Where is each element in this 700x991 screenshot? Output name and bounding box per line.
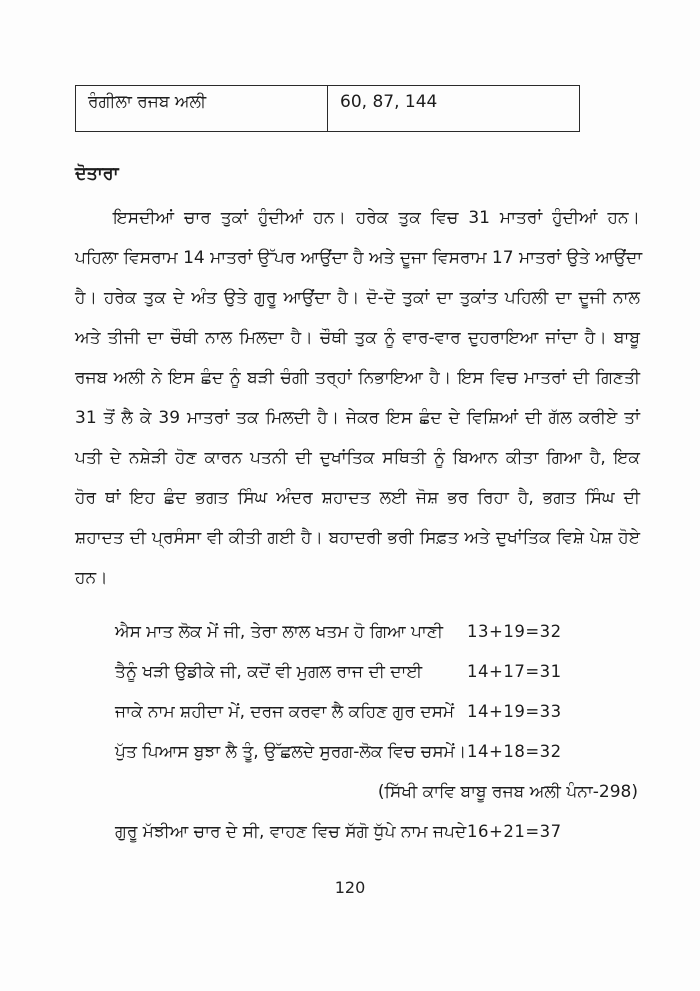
paragraph-line: ਅਤੇ ਤੀਜੀ ਦਾ ਚੌਥੀ ਨਾਲ ਮਿਲਦਾ ਹੈ। ਚੌਥੀ ਤੁਕ ਨੂੰ ਵਾਰ-ਵਾਰ ਦੁਹਰਾਇਆ ਜਾਂਦਾ ਹੈ। ਬਾਬੂ bbox=[75, 328, 640, 348]
paragraph-line: ਹੋਰ ਥਾਂ ਇਹ ਛੰਦ ਭਗਤ ਸਿੰਘ ਅੰਦਰ ਸ਼ਹਾਦਤ ਲਈ ਜੋਸ਼ ਭਰ ਰਿਹਾ ਹੈ, ਭਗਤ ਸਿੰਘ ਦੀ bbox=[75, 488, 640, 508]
body-paragraph bbox=[75, 198, 643, 598]
verse-line bbox=[75, 612, 640, 652]
paragraph-line: ਪਹਿਲਾ ਵਿਸਰਾਮ 14 ਮਾਤਰਾਂ ਉੱਪਰ ਆਉਂਦਾ ਹੈ ਅਤੇ ਦੂਜਾ ਵਿਸਰਾਮ 17 ਮਾਤਰਾਂ ਉਤੇ ਆਉਂਦਾ bbox=[75, 248, 643, 268]
matra-count: 14+19=33 bbox=[467, 702, 562, 721]
verse-line bbox=[75, 732, 640, 772]
verse-text: ਐਸ ਮਾਤ ਲੋਕ ਮੇਂ ਜੀ, ਤੇਰਾ ਲਾਲ ਖਤਮ ਹੋ ਗਿਆ ਪਾਣੀ bbox=[115, 622, 443, 642]
paragraph-line: ਇਸਦੀਆਂ ਚਾਰ ਤੁਕਾਂ ਹੁੰਦੀਆਂ ਹਨ। ਹਰੇਕ ਤੁਕ ਵਿਚ 31 ਮਾਤਰਾਂ ਹੁੰਦੀਆਂ ਹਨ। bbox=[113, 208, 640, 228]
matra-count: 16+21=37 bbox=[467, 822, 562, 841]
verse-block bbox=[75, 612, 640, 852]
source-citation: (ਸਿੱਖੀ ਕਾਵਿ ਬਾਬੂ ਰਜਬ ਅਲੀ ਪੰਨਾ-298) bbox=[377, 782, 638, 802]
page-number: 120 bbox=[334, 878, 366, 897]
table-row bbox=[76, 86, 580, 132]
table-cell-title: ਰੰਗੀਲਾ ਰਜਬ ਅਲੀ bbox=[76, 86, 328, 132]
verse-text: ਜਾਕੇ ਨਾਮ ਸ਼ਹੀਦਾ ਮੇਂ, ਦਰਜ ਕਰਵਾ ਲੈ ਕਹਿਣ ਗੁਰ ਦਸਮੇਂ bbox=[115, 702, 455, 722]
table-cell-pages: 60, 87, 144 bbox=[328, 86, 580, 132]
verse-line bbox=[75, 692, 640, 732]
verse-line bbox=[75, 812, 640, 852]
verse-text: ਤੈਨੂੰ ਖੜੀ ਉਡੀਕੇ ਜੀ, ਕਦੋਂ ਵੀ ਮੁਗਲ ਰਾਜ ਦੀ ਦਾਈ bbox=[115, 662, 423, 682]
matra-count: 14+17=31 bbox=[467, 662, 562, 681]
verse-line bbox=[75, 652, 640, 692]
paragraph-line: ਪਤੀ ਦੇ ਨਸ਼ੇੜੀ ਹੋਣ ਕਾਰਨ ਪਤਨੀ ਦੀ ਦੁਖਾਂਤਿਕ ਸਥਿਤੀ ਨੂੰ ਬਿਆਨ ਕੀਤਾ ਗਿਆ ਹੈ, ਇਕ bbox=[75, 448, 640, 468]
matra-count: 14+18=32 bbox=[467, 742, 562, 761]
paragraph-line: ਰਜਬ ਅਲੀ ਨੇ ਇਸ ਛੰਦ ਨੂੰ ਬੜੀ ਚੰਗੀ ਤਰ੍ਹਾਂ ਨਿਭਾਇਆ ਹੈ। ਇਸ ਵਿਚ ਮਾਤਰਾਂ ਦੀ ਗਿਣਤੀ bbox=[75, 368, 640, 388]
verse-text: ਪੁੱਤ ਪਿਆਸ ਬੁਝਾ ਲੈ ਤੂੰ, ਉੱਛਲਦੇ ਸੁਰਗ-ਲੋਕ ਵਿਚ ਚਸਮੇਂ। bbox=[115, 742, 467, 762]
paragraph-line: ਹਨ। bbox=[75, 568, 108, 588]
reference-table bbox=[75, 85, 580, 132]
matra-count: 13+19=32 bbox=[467, 622, 562, 641]
paragraph-line: ਹੈ। ਹਰੇਕ ਤੁਕ ਦੇ ਅੰਤ ਉਤੇ ਗੁਰੂ ਆਉਂਦਾ ਹੈ। ਦੋ-ਦੋ ਤੁਕਾਂ ਦਾ ਤੁਕਾਂਤ ਪਹਿਲੀ ਦਾ ਦੂਜੀ ਨਾਲ bbox=[75, 288, 640, 308]
paragraph-line: 31 ਤੋਂ ਲੈ ਕੇ 39 ਮਾਤਰਾਂ ਤਕ ਮਿਲਦੀ ਹੈ। ਜੇਕਰ ਇਸ ਛੰਦ ਦੇ ਵਿਸ਼ਿਆਂ ਦੀ ਗੱਲ ਕਰੀਏ ਤਾਂ bbox=[75, 408, 640, 428]
paragraph-line: ਸ਼ਹਾਦਤ ਦੀ ਪ੍ਰਸੰਸਾ ਵੀ ਕੀਤੀ ਗਈ ਹੈ। ਬਹਾਦਰੀ ਭਰੀ ਸਿਫ਼ਤ ਅਤੇ ਦੁਖਾਂਤਿਕ ਵਿਸ਼ੇ ਪੇਸ਼ ਹੋਏ bbox=[75, 528, 640, 548]
verse-text: ਗੁਰੂ ਮੱਝੀਆ ਚਾਰ ਦੇ ਸੀ, ਵਾਹਣ ਵਿਚ ਸੱਗੋ ਧੁੱਪੇ ਨਾਮ ਜਪਦੇ bbox=[115, 822, 467, 842]
section-heading: ਦੋਤਾਰਾ bbox=[75, 164, 119, 184]
